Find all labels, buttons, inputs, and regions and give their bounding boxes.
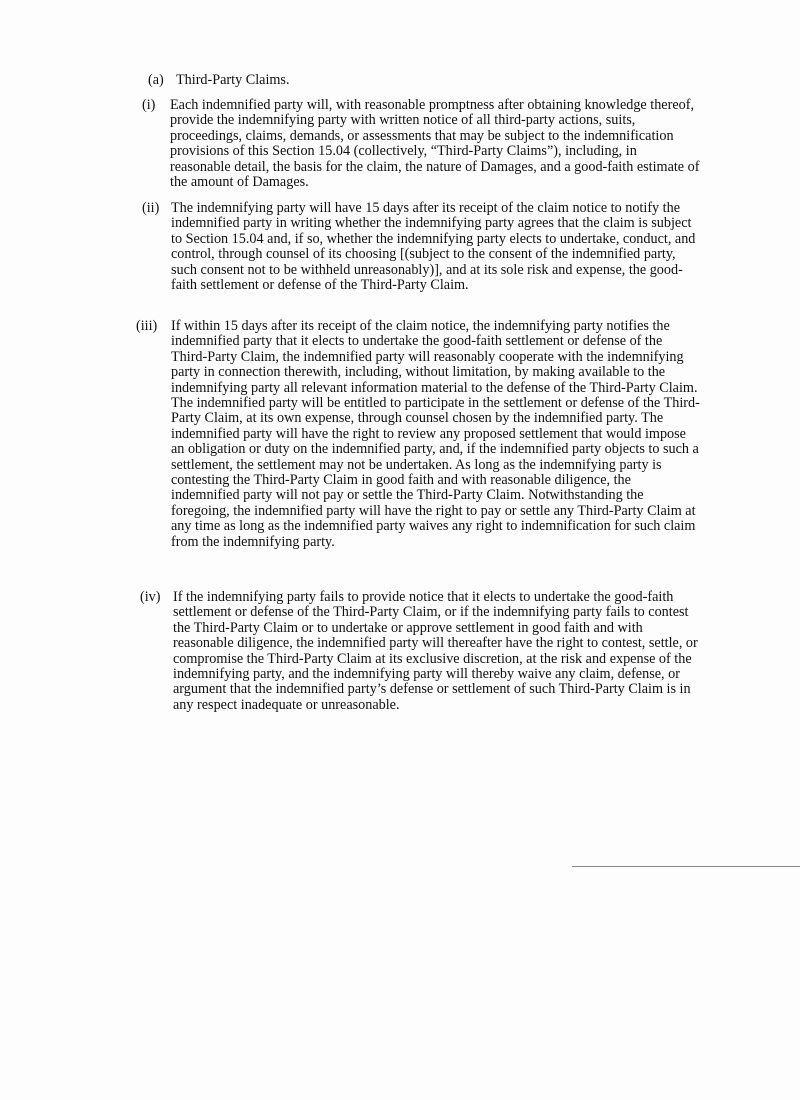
section-title: Third-Party Claims. bbox=[176, 72, 290, 88]
clause-text: If the indemnifying party fails to provide notice that it elects to undertake the good-faith settlement or defense of the Third-Party Claim, or if the indemnifying party fails to contest the Third-Party Claim or to undertake or approve settlement in good faith and with reasonable diligence, the indemnified party will thereafter have the right to contest, settle, or compromise the Third-Party Claim at its exclusive discretion, at the risk and expense of the indemnifying party, and the indemnifying party will thereby waive any claim, defense, or argument that the indemnified party’s defense or settlement of such Third-Party Claim is in any respect inadequate or unreasonable. bbox=[173, 589, 698, 713]
clause-text: If within 15 days after its receipt of the claim notice, the indemnifying party notifies the indemnified party that it elects to undertake the good-faith settlement or defense of the Third-Party Claim, the indemnified party will reasonably cooperate with the indemnifying party in connection therewith, including, without limitation, by making available to the indemnifying party all relevant information material to the defense of the Third-Party Claim. The indemnified party will be entitled to participate in the settlement or defense of the Third-Party Claim, at its own expense, through counsel chosen by the indemnified party. The indemnified party will have the right to review any proposed settlement that would impose an obligation or duty on the indemnified party, and, if the indemnified party objects to such a settlement, the settlement may not be undertaken. As long as the indemnifying party is contesting the Third-Party Claim in good faith and with reasonable diligence, the indemnified party will not pay or settle the Third-Party Claim. Notwithstanding the foregoing, the indemnified party will have the right to pay or settle any Third-Party Claim at any time as long as the indemnified party waives any right to indemnification for such claim from the indemnifying party. bbox=[171, 318, 700, 550]
clause-marker: (i) bbox=[142, 97, 156, 113]
section-heading bbox=[148, 72, 290, 89]
clause-text: Each indemnified party will, with reasonable promptness after obtaining knowledge thereof, provide the indemnifying party with written notice of all third-party actions, suits, proceedings, claims, demands, or assessments that may be subject to the indemnification provisions of this Section 15.04 (collectively, “Third-Party Claims”), including, in reasonable detail, the basis for the claim, the nature of Damages, and a good-faith estimate of the amount of Damages. bbox=[170, 97, 700, 191]
section-label: (a) bbox=[148, 72, 164, 88]
clause-marker: (iv) bbox=[140, 589, 161, 605]
clause-marker: (iii) bbox=[136, 318, 158, 334]
clause-marker: (ii) bbox=[142, 200, 160, 216]
clause-text: The indemnifying party will have 15 days after its receipt of the claim notice to notify the indemnified party in writing whether the indemnifying party agrees that the claim is subject to Section 15.04 and, if so, whether the indemnifying party elects to undertake, conduct, and control, through counsel of its choosing [(subject to the consent of the indemnified party, such consent not to be withheld unreasonably)], and at its sole risk and expense, the good-faith settlement or defense of the Third-Party Claim. bbox=[171, 200, 696, 294]
scan-edge-line bbox=[572, 866, 800, 867]
